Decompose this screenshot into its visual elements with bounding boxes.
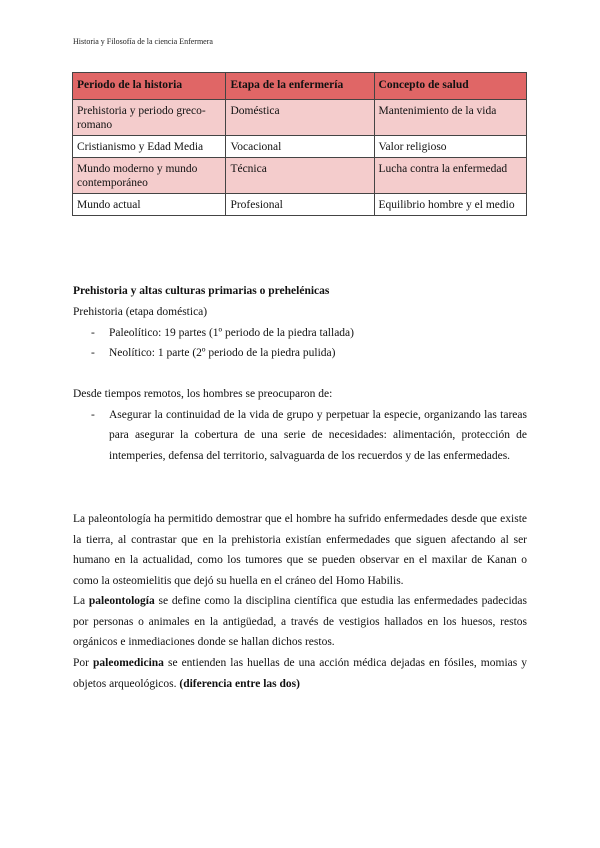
- table-header-row: [73, 73, 527, 100]
- table-cell: Equilibrio hombre y el medio: [374, 194, 526, 216]
- period-list: [73, 323, 527, 364]
- list-item: - Paleolítico: 19 partes (1º periodo de la piedra tallada): [73, 323, 527, 344]
- table-header-cell: Periodo de la historia: [73, 73, 226, 100]
- table-header-cell: Concepto de salud: [374, 73, 526, 100]
- table-cell: Valor religioso: [374, 136, 526, 158]
- paragraph-paleontology-definition: [73, 591, 527, 653]
- table-row: [73, 158, 527, 194]
- list-item: - Neolítico: 1 parte (2º periodo de la piedra pulida): [73, 343, 527, 364]
- table-cell: Doméstica: [226, 100, 374, 136]
- term-paleomedicine: paleomedicina: [93, 657, 164, 669]
- section-title: Prehistoria y altas culturas primarias o prehelénicas: [73, 285, 330, 297]
- table-row: [73, 194, 527, 216]
- table-cell: Vocacional: [226, 136, 374, 158]
- table-cell: Cristianismo y Edad Media: [73, 136, 226, 158]
- difference-note: (diferencia entre las dos): [179, 677, 300, 690]
- paragraph-paleomedicine-definition: [73, 653, 527, 694]
- table-cell: Mundo moderno y mundo contemporáneo: [73, 158, 226, 194]
- table-cell: Mantenimiento de la vida: [374, 100, 526, 136]
- section-subtitle: Prehistoria (etapa doméstica): [73, 306, 208, 318]
- table-cell: Mundo actual: [73, 194, 226, 216]
- section-block: [73, 302, 527, 364]
- concerns-list: [73, 405, 527, 467]
- table-row: [73, 100, 527, 136]
- term-paleontology: paleontología: [88, 595, 155, 607]
- paragraph-body: se define como la disciplina científica que estudia las enfermedades padecidas por personas o animales en la antigüedad, a través de vestigios hallados en los huesos, restos orgánicos e inmediaciones donde se hallan dichos restos.: [73, 595, 527, 648]
- table-cell: Lucha contra la enfermedad: [374, 158, 526, 194]
- table-row: [73, 136, 527, 158]
- table-cell: Prehistoria y periodo greco-romano: [73, 100, 226, 136]
- table-cell: Profesional: [226, 194, 374, 216]
- table-header-cell: Etapa de la enfermería: [226, 73, 374, 100]
- history-periods-table: [72, 72, 527, 216]
- concerns-intro: Desde tiempos remotos, los hombres se preocuparon de:: [73, 388, 333, 400]
- concerns-block: [73, 384, 527, 466]
- paragraph-paleontology-evidence: La paleontología ha permitido demostrar que el hombre ha sufrido enfermedades desde que existe la tierra, al contrastar que en la prehistoria existían enfermedades que siguen afectando al ser humano en la actualidad, como los tumores que se pueden observar en el maxilar de Kanan o como la osteomielitis que dejó su huella en el cráneo del Homo Habilis.: [73, 513, 527, 587]
- page-header: Historia y Filosofía de la ciencia Enfermera: [73, 37, 213, 46]
- paragraph-lead: Por: [73, 657, 94, 669]
- paragraph-body: se entienden las huellas de una acción médica dejadas en fósiles, momias y objetos arqueológicos.: [73, 657, 528, 690]
- paragraph-lead: La: [73, 595, 89, 607]
- list-item: - Asegurar la continuidad de la vida de grupo y perpetuar la especie, organizando las tareas para asegurar la cobertura de una serie de necesidades: alimentación, protección de intemperies, defensa del territorio, salvaguarda de los recuerdos y de las enfermedades.: [73, 405, 527, 467]
- table-cell: Técnica: [226, 158, 374, 194]
